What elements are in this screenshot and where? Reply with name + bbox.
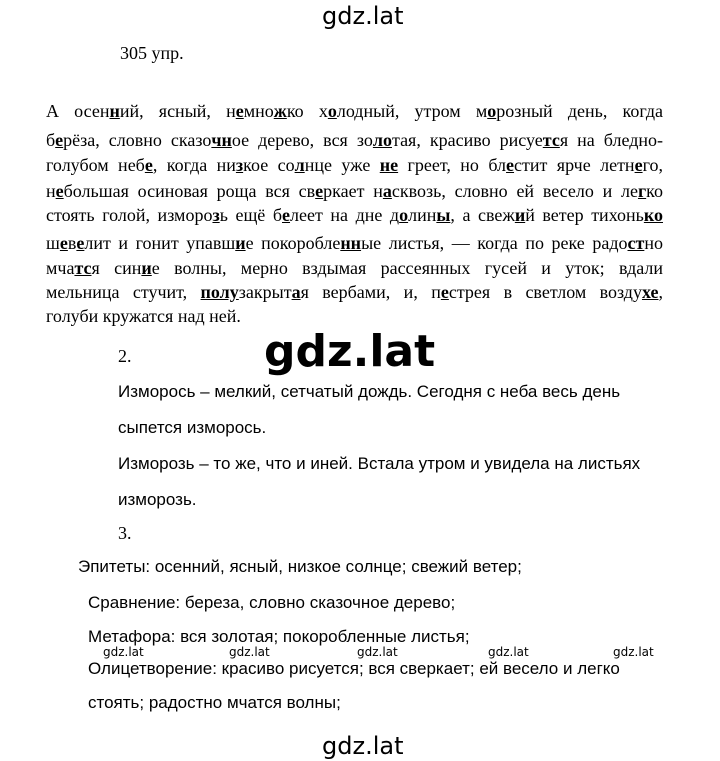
text-fragment: ое дерево, вся зо: [231, 130, 373, 150]
text-fragment: большая осиновая роща вся св: [63, 181, 316, 201]
highlighted-letter: е: [506, 155, 515, 175]
watermark-small: gdz.lat: [357, 645, 398, 659]
text-fragment: ий, ясный, н: [119, 101, 236, 121]
text-fragment: ые листья, — когда по реке радо: [361, 233, 628, 253]
text-fragment: рёза, словно сказо: [63, 130, 212, 150]
comparison-line: Сравнение: береза, словно сказочное дерево;: [88, 593, 456, 612]
text-fragment: нце уже: [304, 155, 380, 175]
watermark-small: gdz.lat: [488, 645, 529, 659]
personification-line: стоять; радостно мчатся волны;: [88, 693, 341, 712]
watermark-small: gdz.lat: [103, 645, 144, 659]
highlighted-letter: не: [379, 155, 399, 175]
metaphor-line: Метафора: вся золотая; покоробленные листья;: [88, 627, 470, 646]
highlighted-letter: л: [294, 155, 305, 175]
highlighted-letter: ко: [643, 205, 663, 225]
highlighted-letter: и: [235, 233, 246, 253]
paragraph-line: [46, 281, 663, 303]
paragraph-line: [46, 257, 663, 279]
highlighted-letter: з: [212, 205, 220, 225]
text-fragment: е волны, мерно вздымая рассеянных гусей и уток; вдали: [151, 258, 663, 278]
highlighted-letter: е: [55, 130, 64, 150]
highlighted-letter: и: [141, 258, 152, 278]
text-fragment: ш: [46, 233, 60, 253]
text-fragment: лит и гонит упавш: [84, 233, 236, 253]
highlighted-letter: е: [315, 181, 324, 201]
text-fragment: , а свеж: [450, 205, 515, 225]
text-fragment: стит ярче летн: [514, 155, 635, 175]
highlighted-letter: а: [382, 181, 392, 201]
highlighted-letter: нн: [340, 233, 362, 253]
text-fragment: мча: [46, 258, 75, 278]
section-2-line: сыпется изморось.: [118, 418, 267, 437]
text-fragment: мно: [243, 101, 274, 121]
personification-line: Олицетворение: красиво рисуется; вся сверкает; ей весело и легко: [88, 659, 620, 678]
highlighted-letter: о: [399, 205, 409, 225]
highlighted-letter: е: [144, 155, 153, 175]
text-fragment: но: [644, 233, 663, 253]
highlighted-letter: о: [327, 101, 337, 121]
text-fragment: го,: [642, 155, 664, 175]
highlighted-letter: тс: [542, 130, 560, 150]
highlighted-letter: а: [291, 282, 301, 302]
text-fragment: греет, но бл: [398, 155, 507, 175]
highlighted-letter: хе: [641, 282, 659, 302]
exercise-header: 305 упр.: [120, 43, 184, 63]
highlighted-letter: полу: [200, 282, 239, 302]
text-fragment: стоять голой, изморо: [46, 205, 213, 225]
text-fragment: н: [46, 181, 56, 201]
text-fragment: кое со: [243, 155, 295, 175]
highlighted-letter: ж: [273, 101, 287, 121]
text-fragment: закрыт: [238, 282, 292, 302]
text-fragment: я на бледно-: [559, 130, 664, 150]
paragraph-line: [46, 305, 241, 327]
paragraph-line: [46, 129, 663, 151]
highlighted-letter: ы: [436, 205, 451, 225]
section-2-line: Изморось – мелкий, сетчатый дождь. Сегодня с неба весь день: [118, 382, 621, 401]
text-fragment: ркает н: [323, 181, 383, 201]
text-fragment: лин: [408, 205, 437, 225]
text-fragment: тая, красиво рисуе: [391, 130, 543, 150]
text-fragment: й ветер тихонь: [525, 205, 644, 225]
text-fragment: , когда ни: [152, 155, 236, 175]
epithets-line: Эпитеты: осенний, ясный, низкое солнце; свежий ветер;: [78, 557, 522, 576]
highlighted-letter: е: [235, 101, 244, 121]
section-2-line: Изморозь – то же, что и иней. Встала утром и увидела на листьях: [118, 454, 641, 473]
text-fragment: в: [67, 233, 77, 253]
highlighted-letter: г: [637, 181, 647, 201]
highlighted-letter: е: [282, 205, 291, 225]
paragraph-line: [46, 154, 663, 176]
text-fragment: розный день, когда: [496, 101, 663, 121]
text-fragment: леет на дне д: [290, 205, 400, 225]
paragraph-line: [46, 180, 663, 202]
text-fragment: я вербами, и, п: [300, 282, 441, 302]
text-fragment: ко х: [286, 101, 328, 121]
section-2-line: изморозь.: [118, 490, 197, 509]
highlighted-letter: ло: [372, 130, 392, 150]
watermark-bottom: gdz.lat: [322, 732, 404, 760]
highlighted-letter: е: [59, 233, 68, 253]
text-fragment: е покоробле: [245, 233, 341, 253]
text-fragment: я син: [91, 258, 142, 278]
paragraph-line: [46, 204, 663, 226]
text-fragment: голубом неб: [46, 155, 145, 175]
highlighted-letter: з: [235, 155, 244, 175]
section-3-number: 3.: [118, 523, 132, 543]
highlighted-letter: ст: [627, 233, 645, 253]
highlighted-letter: о: [487, 101, 497, 121]
highlighted-letter: е: [440, 282, 449, 302]
highlighted-letter: е: [76, 233, 85, 253]
watermark-small: gdz.lat: [613, 645, 654, 659]
highlighted-letter: и: [514, 205, 526, 225]
watermark-middle: gdz.lat: [264, 326, 436, 377]
text-fragment: лодный, утром м: [336, 101, 488, 121]
highlighted-letter: чн: [211, 130, 232, 150]
paragraph-line: [46, 232, 663, 254]
highlighted-letter: е: [55, 181, 64, 201]
watermark-top: gdz.lat: [322, 2, 404, 30]
highlighted-letter: тс: [74, 258, 92, 278]
highlighted-letter: н: [109, 101, 120, 121]
section-2-number: 2.: [118, 346, 132, 366]
text-fragment: стрея в светлом возду: [448, 282, 642, 302]
text-fragment: сквозь, словно ей весело и ле: [391, 181, 638, 201]
watermark-small: gdz.lat: [229, 645, 270, 659]
text-fragment: голуби кружатся над ней.: [46, 306, 241, 326]
text-fragment: мельница стучит,: [46, 282, 201, 302]
text-fragment: А осен: [46, 101, 110, 121]
text-fragment: б: [46, 130, 56, 150]
text-fragment: ко: [646, 181, 663, 201]
highlighted-letter: е: [634, 155, 643, 175]
paragraph-line: [46, 100, 663, 122]
text-fragment: ,: [658, 282, 664, 302]
text-fragment: ь ещё б: [219, 205, 283, 225]
